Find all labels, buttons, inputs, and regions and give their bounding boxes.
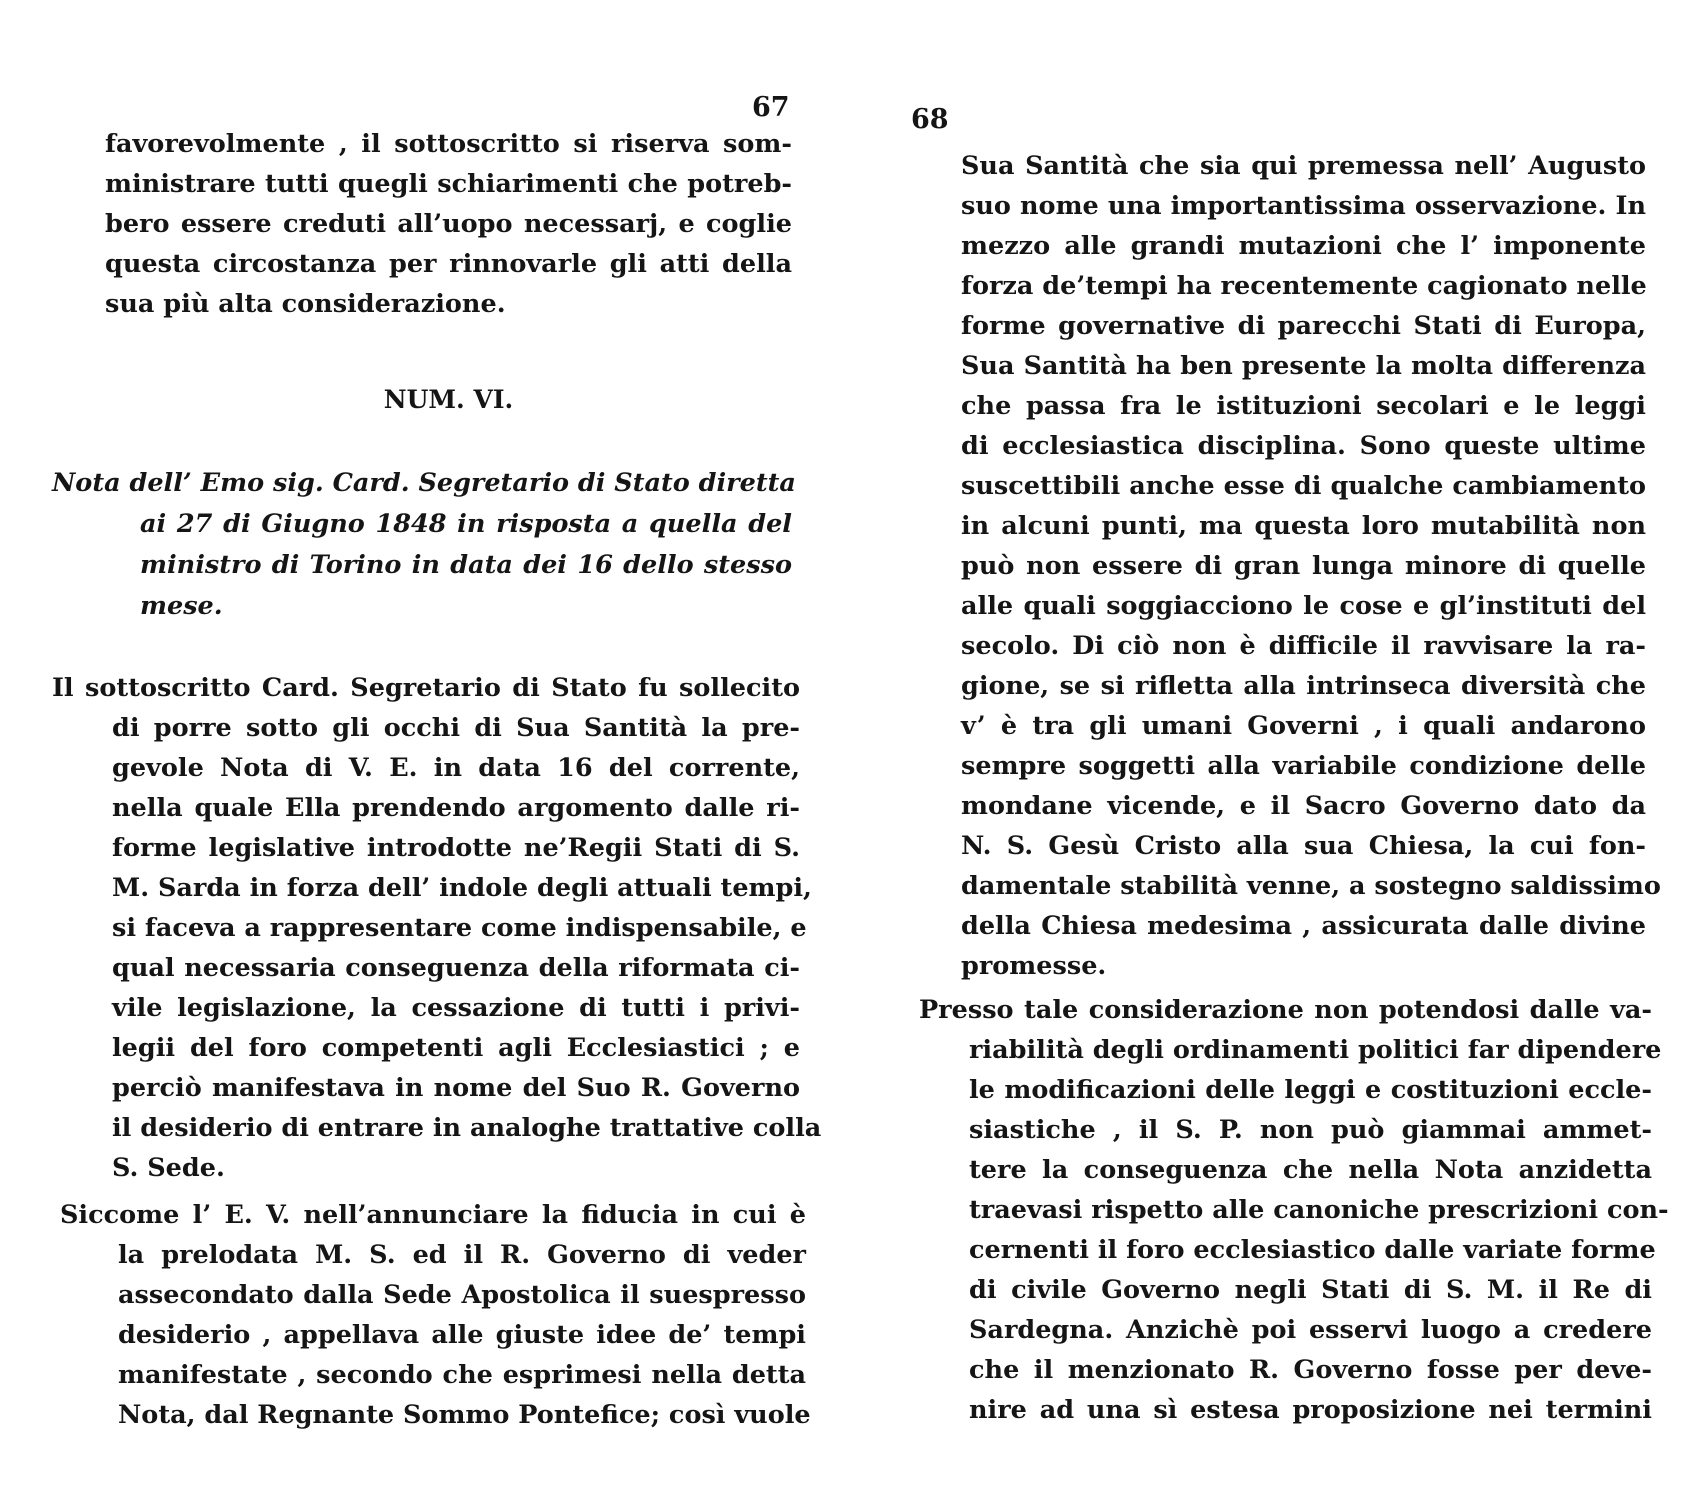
text-line: Presso tale considerazione non potendosi dalle va- bbox=[919, 995, 1652, 1025]
text-line: qual necessaria conseguenza della riformata ci- bbox=[112, 953, 800, 983]
text-line: S. Sede. bbox=[112, 1153, 225, 1183]
text-line: può non essere di gran lunga minore di quelle bbox=[961, 551, 1646, 581]
text-line: cernenti il foro ecclesiastico dalle variate forme bbox=[969, 1235, 1656, 1265]
text-line: le modificazioni delle leggi e costituzioni eccle- bbox=[969, 1075, 1652, 1105]
text-line: traevasi rispetto alle canoniche prescrizioni con- bbox=[969, 1195, 1669, 1225]
text-line: desiderio , appellava alle giuste idee de’ tempi bbox=[118, 1320, 806, 1350]
text-line: Sua Santità che sia qui premessa nell’ Augusto bbox=[961, 151, 1646, 181]
note-caption-line: ministro di Torino in data dei 16 dello stesso bbox=[140, 550, 792, 580]
text-line: legii del foro competenti agli Ecclesiastici ; e bbox=[112, 1033, 800, 1063]
text-line: suscettibili anche esse di qualche cambiamento bbox=[961, 471, 1646, 501]
text-line: bero essere creduti all’uopo necessarj, e coglie bbox=[105, 209, 792, 239]
text-line: riabilità degli ordinamenti politici far dipendere bbox=[969, 1035, 1662, 1065]
text-line: favorevolmente , il sottoscritto si riserva som- bbox=[105, 129, 792, 159]
text-line: tere la conseguenza che nella Nota anzidetta bbox=[969, 1155, 1652, 1185]
text-line: di porre sotto gli occhi di Sua Santità la pre- bbox=[112, 713, 800, 743]
text-line: gevole Nota di V. E. in data 16 del corrente, bbox=[112, 753, 800, 783]
text-line: N. S. Gesù Cristo alla sua Chiesa, la cui fon- bbox=[961, 831, 1646, 861]
text-line: nire ad una sì estesa proposizione nei termini bbox=[969, 1395, 1652, 1425]
text-line: alle quali soggiacciono le cose e gl’instituti del bbox=[961, 591, 1646, 621]
right-page bbox=[849, 0, 1698, 1500]
text-line: della Chiesa medesima , assicurata dalle divine bbox=[961, 911, 1646, 941]
text-line: perciò manifestava in nome del Suo R. Governo bbox=[112, 1073, 800, 1103]
text-line: il desiderio di entrare in analoghe trattative colla bbox=[112, 1113, 822, 1143]
page-number: 68 bbox=[911, 104, 949, 135]
text-line: mezzo alle grandi mutazioni che l’ imponente bbox=[961, 231, 1646, 261]
note-caption-line: ai 27 di Giugno 1848 in risposta a quella del bbox=[140, 509, 792, 539]
text-line: M. Sarda in forza dell’ indole degli attuali tempi, bbox=[112, 873, 812, 903]
text-line: ministrare tutti quegli schiarimenti che potreb- bbox=[105, 169, 792, 199]
text-line: di ecclesiastica disciplina. Sono queste ultime bbox=[961, 431, 1646, 461]
page-number: 67 bbox=[752, 92, 790, 123]
text-line: Nota, dal Regnante Sommo Pontefice; così vuole bbox=[118, 1400, 811, 1430]
text-line: manifestate , secondo che esprimesi nella detta bbox=[118, 1360, 806, 1390]
text-line: si faceva a rappresentare come indispensabile, e bbox=[112, 913, 807, 943]
text-line: che il menzionato R. Governo fosse per deve- bbox=[969, 1355, 1652, 1385]
text-line: la prelodata M. S. ed il R. Governo di veder bbox=[118, 1240, 806, 1270]
text-line: siastiche , il S. P. non può giammai ammet- bbox=[969, 1115, 1652, 1145]
text-line: Siccome l’ E. V. nell’annunciare la fiducia in cui è bbox=[60, 1200, 806, 1230]
text-line: secolo. Di ciò non è difficile il ravvisare la ra- bbox=[961, 631, 1646, 661]
text-line: che passa fra le istituzioni secolari e le leggi bbox=[961, 391, 1646, 421]
text-line: Il sottoscritto Card. Segretario di Stato fu sollecito bbox=[52, 673, 800, 703]
text-line: in alcuni punti, ma questa loro mutabilità non bbox=[961, 511, 1646, 541]
note-caption-line: mese. bbox=[140, 591, 223, 621]
text-line: mondane vicende, e il Sacro Governo dato da bbox=[961, 791, 1646, 821]
text-line: forme governative di parecchi Stati di Europa, bbox=[961, 311, 1646, 341]
text-line: vile legislazione, la cessazione di tutti i privi- bbox=[112, 993, 800, 1023]
text-line: assecondato dalla Sede Apostolica il suespresso bbox=[118, 1280, 806, 1310]
text-line: forme legislative introdotte ne’Regii Stati di S. bbox=[112, 833, 800, 863]
text-line: di civile Governo negli Stati di S. M. il Re di bbox=[969, 1275, 1652, 1305]
text-line: gione, se si rifletta alla intrinseca diversità che bbox=[961, 671, 1646, 701]
text-line: sempre soggetti alla variabile condizione delle bbox=[961, 751, 1646, 781]
text-line: forza de’tempi ha recentemente cagionato nelle bbox=[961, 271, 1647, 301]
text-line: v’ è tra gli umani Governi , i quali andarono bbox=[961, 711, 1646, 741]
text-line: sua più alta considerazione. bbox=[105, 289, 506, 319]
text-line: Sua Santità ha ben presente la molta differenza bbox=[961, 351, 1646, 381]
text-line: nella quale Ella prendendo argomento dalle ri- bbox=[112, 793, 800, 823]
section-heading: NUM. VI. bbox=[383, 385, 514, 414]
note-caption-line: Nota dell’ Emo sig. Card. Segretario di Stato diretta bbox=[52, 468, 796, 498]
text-line: suo nome una importantissima osservazione. In bbox=[961, 191, 1646, 221]
text-line: questa circostanza per rinnovarle gli atti della bbox=[105, 249, 792, 279]
text-line: Sardegna. Anzichè poi esservi luogo a credere bbox=[969, 1315, 1652, 1345]
text-line: promesse. bbox=[961, 951, 1107, 981]
text-line: damentale stabilità venne, a sostegno saldissimo bbox=[961, 871, 1661, 901]
